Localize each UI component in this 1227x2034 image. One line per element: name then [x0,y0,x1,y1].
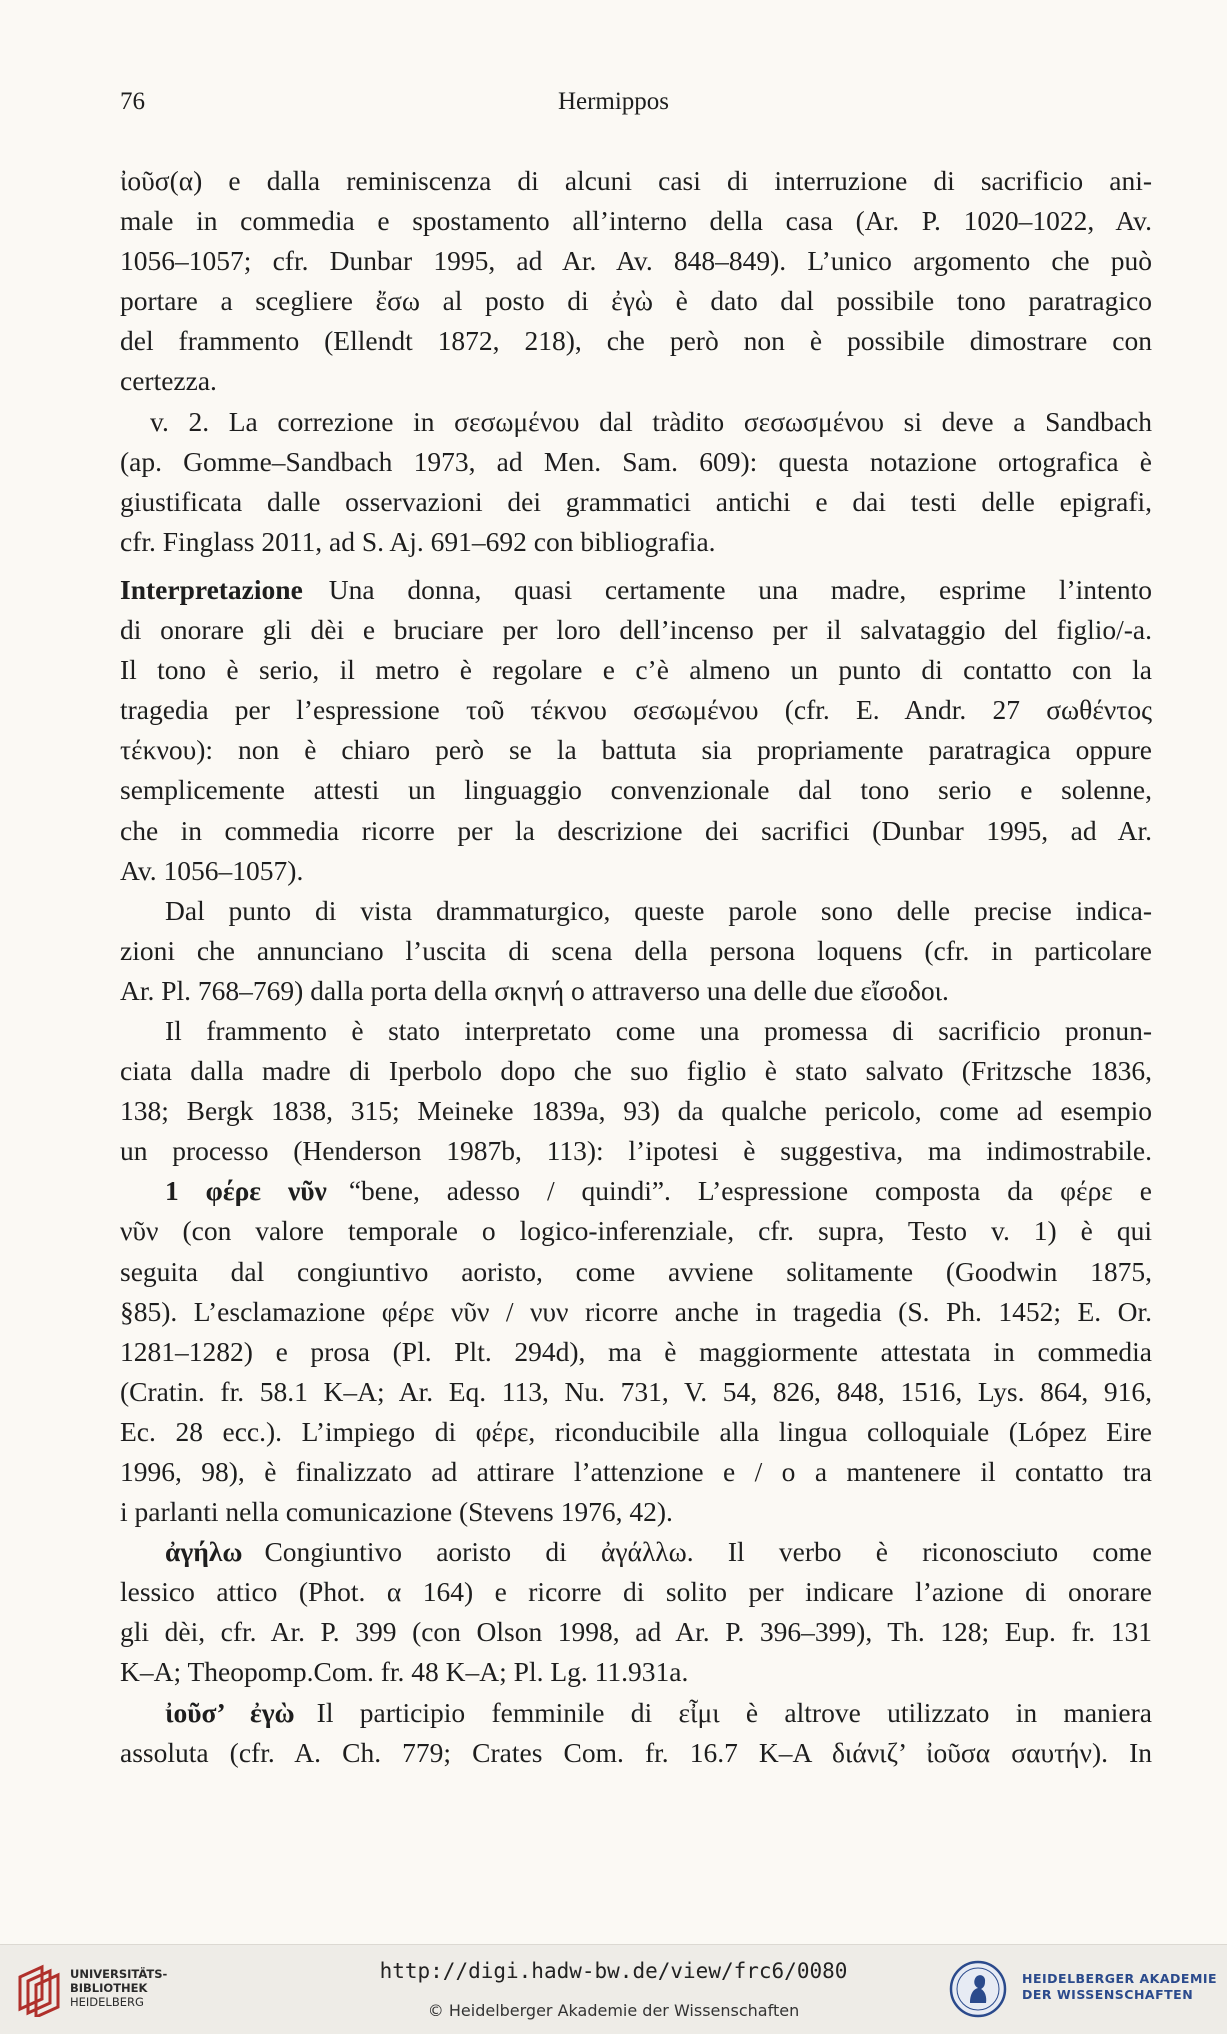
text-line: §85). L’esclamazione φέρε νῦν / νυν ricorre anche in tragedia (S. Ph. 1452; E. Or. [120,1295,1152,1327]
text-line: lessico attico (Phot. α 164) e ricorre di solito per indicare l’azione di onorare [120,1576,1152,1608]
commentary-text [120,161,1152,1773]
academy-name: HEIDELBERGER AKADEMIE DER WISSENSCHAFTEN [1022,1971,1218,2002]
section-heading-interpretazione: Interpretazione [120,573,303,605]
text-line: gli dèi, cfr. Ar. P. 399 (con Olson 1998, ad Ar. P. 396–399), Th. 128; Eup. fr. 131 [120,1616,1152,1648]
text-line: Dal punto di vista drammaturgico, queste parole sono delle precise indica- [165,894,1152,926]
text-line: Ar. Pl. 768–769) dalla porta della σκηνή o attraverso una delle due εἴσοδοι. [120,974,949,1006]
text-line-rest: Il participio femminile di εἶμι è altrove utilizzato in maniera [316,1696,1152,1728]
text-line: tragedia per l’espressione τοῦ τέκνου σεσωμένου (cfr. E. Andr. 27 σωθέντος [120,694,1152,726]
lemma-agello: ἀγήλω [165,1536,243,1568]
running-title: Hermippos [557,88,670,115]
page-header [0,88,1227,128]
text-line: un processo (Henderson 1987b, 113): l’ipotesi è suggestiva, ma indimostrabile. [120,1135,1152,1167]
text-line [120,1171,1152,1211]
text-line-rest: “bene, adesso / quindi”. L’espressione composta da φέρε e [348,1175,1152,1207]
text-line: K–A; Theopomp.Com. fr. 48 K–A; Pl. Lg. 11.931a. [120,1656,689,1688]
lemma-iousego: ἰοῦσ’ ἐγὼ [165,1696,295,1728]
lemma-fere-nyn: 1 φέρε νῦν [165,1175,327,1207]
text-line: 138; Bergk 1838, 315; Meineke 1839a, 93) da qualche pericolo, come ad esempio [120,1095,1152,1127]
text-line: i parlanti nella comunicazione (Stevens 1976, 42). [120,1496,673,1528]
text-line: 1281–1282) e prosa (Pl. Plt. 294d), ma è maggiormente attestata in commedia [120,1335,1152,1367]
text-line: v. 2. La correzione in σεσωμένου dal tràdito σεσωσμένου si deve a Sandbach [150,405,1152,437]
text-line: νῦν (con valore temporale o logico-inferenziale, cfr. supra, Testo v. 1) è qui [120,1215,1152,1247]
text-line: τέκνου): non è chiaro però se la battuta sia propriamente paratragica oppure [120,734,1152,766]
academy-seal-icon [948,1959,1008,2019]
text-line: del frammento (Ellendt 1872, 218), che però non è possibile dimostrare con [120,325,1152,357]
text-line: Ec. 28 ecc.). L’impiego di φέρε, riconducibile alla lingua colloquiale (López Eire [120,1415,1152,1447]
text-line: ἰοῦσ(α) e dalla reminiscenza di alcuni casi di interruzione di sacrificio ani- [120,165,1152,196]
text-line [120,1532,1152,1572]
text-line: certezza. [120,365,217,397]
text-line: 1056–1057; cfr. Dunbar 1995, ad Ar. Av. 848–849). L’unico argomento che può [120,245,1152,277]
text-line: seguita dal congiuntivo aoristo, come avviene solitamente (Goodwin 1875, [120,1255,1152,1287]
text-line: (ap. Gomme–Sandbach 1973, ad Men. Sam. 609): questa notazione ortografica è [120,445,1152,477]
text-line: ciata dalla madre di Iperbolo dopo che suo figlio è stato salvato (Fritzsche 1836, [120,1055,1152,1087]
footer-bar [0,1944,1227,2034]
text-line: (Cratin. fr. 58.1 K–A; Ar. Eq. 113, Nu. 731, V. 54, 826, 848, 1516, Lys. 864, 916, [120,1375,1152,1407]
text-line: semplicemente attesti un linguaggio convenzionale dal tono serio e solenne, [120,774,1152,806]
text-line: portare a scegliere ἔσω al posto di ἐγὼ è dato dal possibile tono paratragico [120,285,1152,317]
source-url-link[interactable]: http://digi.hadw-bw.de/view/frc6/0080 [379,1959,848,1983]
text-line: che in commedia ricorre per la descrizione dei sacrifici (Dunbar 1995, ad Ar. [120,814,1152,846]
text-line: zioni che annunciano l’uscita di scena della persona loquens (cfr. in particolare [120,934,1152,966]
text-line [120,570,1152,610]
text-line: assoluta (cfr. A. Ch. 779; Crates Com. fr. 16.7 K–A διάνιζ’ ἰοῦσα σαυτήν). In [120,1736,1152,1768]
text-line: giustificata dalle osservazioni dei grammatici antichi e dai testi delle epigrafi, [120,485,1152,517]
text-line: male in commedia e spostamento all’interno della casa (Ar. P. 1020–1022, Av. [120,205,1152,237]
text-line: cfr. Finglass 2011, ad S. Aj. 691–692 con bibliografia. [120,525,716,557]
text-line [120,1693,1152,1733]
text-line: Av. 1056–1057). [120,854,304,886]
text-line: di onorare gli dèi e bruciare per loro dell’incenso per il salvataggio del figlio/-a. [120,614,1152,646]
text-line-rest: Congiuntivo aoristo di ἀγάλλω. Il verbo è riconosciuto come [264,1536,1152,1568]
text-line: Il frammento è stato interpretato come una promessa di sacrificio pronun- [165,1014,1152,1046]
text-line: Il tono è serio, il metro è regolare e c’è almeno un punto di contatto con la [120,654,1152,686]
page-number: 76 [120,88,145,115]
text-line: 1996, 98), è finalizzato ad attirare l’attenzione e / o a mantenere il contatto tra [120,1456,1152,1487]
copyright-notice: © Heidelberger Akademie der Wissenschaften [427,2001,800,2020]
text-line-rest: Una donna, quasi certamente una madre, esprime l’intento [328,573,1152,605]
library-name: UNIVERSITÄTS- BIBLIOTHEK HEIDELBERG [70,1967,168,2009]
